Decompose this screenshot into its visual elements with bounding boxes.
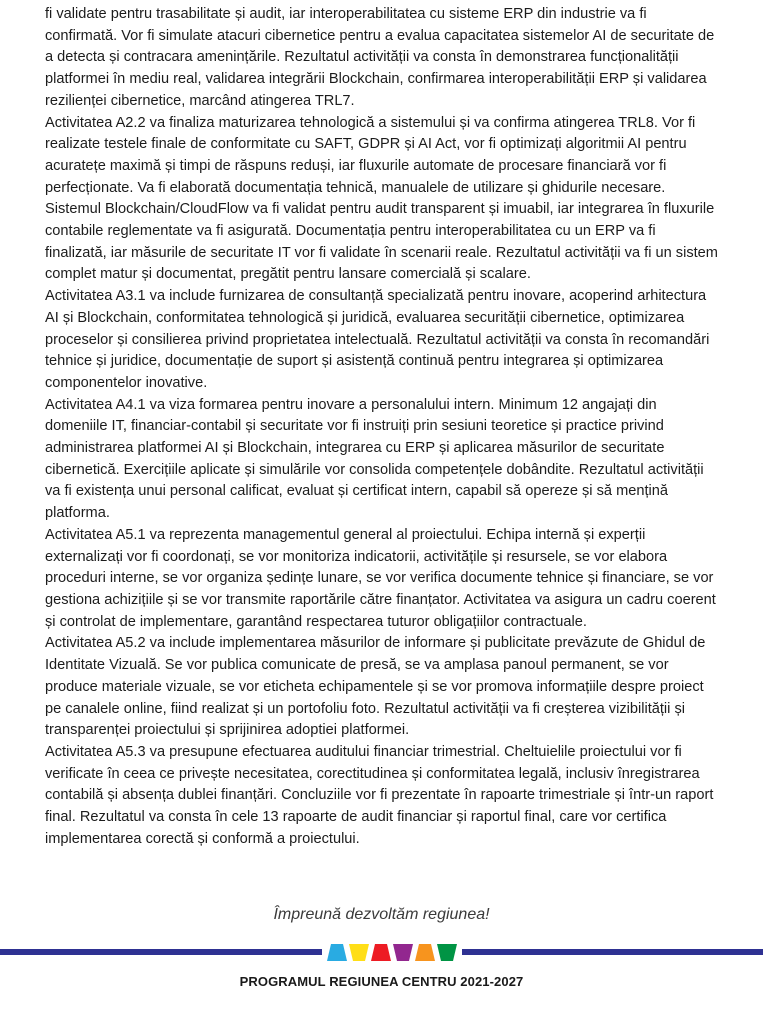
footer-program-label: PROGRAMUL REGIUNEA CENTRU 2021-2027 xyxy=(239,974,524,989)
logo-segment-green-icon xyxy=(437,944,457,961)
logo-segment-yellow-icon xyxy=(349,944,369,961)
paragraph-a2-1-continuation: fi validate pentru trasabilitate și audit, iar interoperabilitatea cu sisteme ERP din industrie va fi confirmată. Vor fi simulate atacuri cibernetice pentru a evalua capacitatea sistemelor AI de securitate de a detecta și contracara amenințările. Rezultatul activității va consta în demonstrarea funcționalității platformei în mediu real, validarea integrării Blockchain, confirmarea interoperabilității ERP și validarea rezilienței cibernetice, marcând atingerea TRL7. xyxy=(45,6,715,109)
regio-centru-logo xyxy=(327,944,457,961)
paragraph-a4-1: Activitatea A4.1 va viza formarea pentru inovare a personalului intern. Minimum 12 angajați din domeniile IT, financiar-contabil și securitate vor fi instruiți prin sesiuni teoretice și practice privind administrarea platformei AI și Blockchain, integrarea cu ERP și aplicarea măsurilor de securitate cibernetică. Exercițiile aplicate și simulările vor consolida competențele dobândite. Rezultatul activității va fi existența unui personal calificat, evaluat și certificat intern, capabil să opereze și să mențină platforma. xyxy=(45,396,704,522)
logo-segment-orange-icon xyxy=(415,944,435,961)
footer-slogan: Împreună dezvoltăm regiunea! xyxy=(273,906,490,923)
body-text xyxy=(45,4,719,850)
paragraph-a5-3: Activitatea A5.3 va presupune efectuarea auditului financiar trimestrial. Cheltuielile proiectului vor fi verificate în ceea ce privește necesitatea, corectitudinea și conformitatea legală, inclusiv înregistrarea contabilă și absența dublei finanțări. Concluziile vor fi prezentate în rapoarte trimestriale și într-un raport final. Rezultatul va consta în cele 13 rapoarte de audit financiar și raportul final, care vor certifica implementarea corectă și conformă a proiectului. xyxy=(45,743,714,847)
paragraph-a2-2: Activitatea A2.2 va finaliza maturizarea tehnologică a sistemului și va confirma atingerea TRL8. Vor fi realizate testele finale de conformitate cu SAFT, GDPR și AI Act, vor fi optimizați algoritmii AI pentru acuratețe maximă și timpi de răspuns reduși, iar fluxurile automate de procesare financiară vor fi perfecționate. Va fi elaborată documentația tehnică, manualele de utilizare și ghidurile necesare. Sistemul Blockchain/CloudFlow va fi validat pentru audit transparent și imuabil, iar integrarea în fluxurile contabile reglementate va fi asigurată. Documentația pentru interoperabilitatea cu un ERP va fi finalizată, iar măsurile de securitate IT vor fi validate în scenarii reale. Rezultatul activității va fi un sistem complet matur și documentat, pregătit pentru lansare comercială și scalare. xyxy=(45,114,718,283)
logo-segment-purple-icon xyxy=(393,944,413,961)
logo-segment-blue-icon xyxy=(327,944,347,961)
paragraph-a3-1: Activitatea A3.1 va include furnizarea de consultanță specializată pentru inovare, acoperind arhitectura AI și Blockchain, conformitatea tehnologică și juridică, evaluarea securității cibernetice, optimizarea proceselor și consilierea privind proprietatea intelectuală. Rezultatul activității va consta în recomandări tehnice și juridice, documentație de suport și asistență continuă pentru integrarea și optimizarea componentelor inovative. xyxy=(45,288,710,391)
paragraph-a5-1: Activitatea A5.1 va reprezenta managementul general al proiectului. Echipa internă și experții externalizați vor fi coordonați, se vor monitoriza indicatorii, activitățile și resursele, se vor elabora proceduri interne, se vor organiza ședințe lunare, se vor verifica documente tehnice și financiare, se vor gestiona achizițiile și se vor transmite raportările către finanțator. Activitatea va asigura un cadru coerent și controlat de implementare, garantând respectarea tuturor obligațiilor contractuale. xyxy=(45,526,716,630)
paragraph-a5-2: Activitatea A5.2 va include implementarea măsurilor de informare și publicitate prevăzute de Ghidul de Identitate Vizuală. Se vor publica comunicate de presă, se va amplasa panoul permanent, se vor produce materiale vizuale, se vor eticheta echipamentele și se vor promova informațiile despre proiect pe canalele online, fiind realizat și un portofoliu foto. Rezultatul activității va fi creșterea vizibilității și transparenței proiectului și sprijinirea adoptiei platformei. xyxy=(45,635,706,739)
logo-segment-red-icon xyxy=(371,944,391,961)
